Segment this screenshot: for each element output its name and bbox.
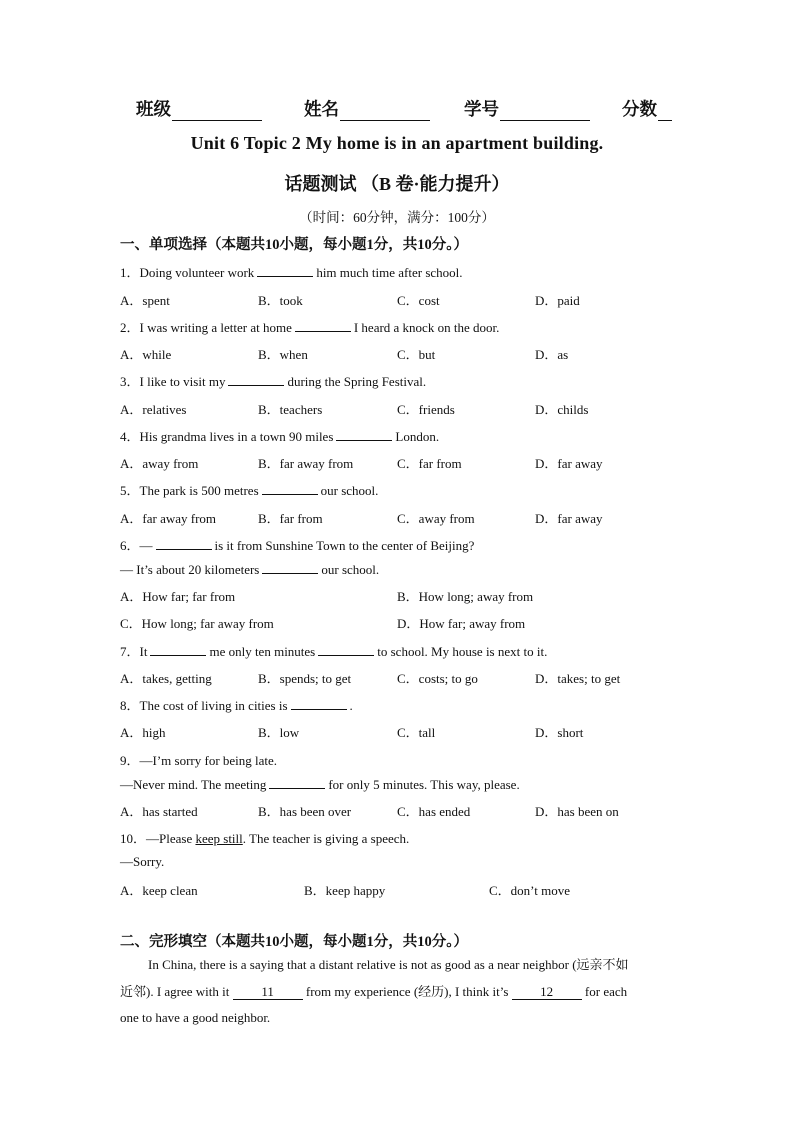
cloze-blank-12[interactable]: 12 — [512, 985, 582, 1000]
score-field[interactable]: 分数 — [622, 96, 672, 121]
option-b[interactable]: B．teachers — [258, 402, 323, 417]
question-4: 4．His grandma lives in a town 90 miles London. — [120, 429, 440, 444]
option-a[interactable]: A．high — [120, 725, 166, 740]
option-b[interactable]: B．How long; away from — [397, 589, 534, 604]
option-c[interactable]: C．has ended — [397, 804, 471, 819]
question-10-options — [120, 880, 680, 898]
answer-blank[interactable] — [269, 776, 325, 789]
option-b[interactable]: B．far away from — [258, 456, 354, 471]
option-d[interactable]: D．short — [535, 725, 584, 740]
question-2-options — [120, 344, 680, 362]
option-c[interactable]: C．far from — [397, 456, 462, 471]
option-c[interactable]: C．but — [397, 347, 436, 362]
option-b[interactable]: B．when — [258, 347, 308, 362]
option-a[interactable]: A．relatives — [120, 402, 187, 417]
option-c[interactable]: C．don’t move — [489, 883, 571, 898]
question-10: 10．—Please keep still. The teacher is giving a speech. — [120, 831, 410, 846]
question-8-options — [120, 722, 680, 740]
option-a[interactable]: A．keep clean — [120, 883, 198, 898]
name-field[interactable]: 姓名 — [304, 96, 430, 121]
option-a[interactable]: A．has started — [120, 804, 198, 819]
option-b[interactable]: B．low — [258, 725, 300, 740]
question-9-options — [120, 801, 680, 819]
passage-line-2: 近邻). I agree with it 11 from my experience (经历), I think it’s 12 for each — [120, 983, 628, 999]
question-6-reply: — It’s about 20 kilometers our school. — [120, 562, 380, 577]
passage-line-3: one to have a good neighbor. — [120, 1010, 271, 1025]
question-5-options — [120, 508, 680, 526]
student-id-blank[interactable] — [500, 101, 590, 121]
question-9-reply: —Never mind. The meeting for only 5 minutes. This way, please. — [120, 777, 520, 792]
option-b[interactable]: B．spends; to get — [258, 671, 352, 686]
cloze-blank-11[interactable]: 11 — [233, 985, 303, 1000]
option-a[interactable]: A．takes, getting — [120, 671, 212, 686]
option-b[interactable]: B．keep happy — [304, 883, 386, 898]
option-d[interactable]: D．childs — [535, 402, 589, 417]
option-b[interactable]: B．has been over — [258, 804, 352, 819]
option-d[interactable]: D．far away — [535, 511, 603, 526]
option-c[interactable]: C．away from — [397, 511, 475, 526]
option-d[interactable]: D．has been on — [535, 804, 619, 819]
question-1-options — [120, 290, 680, 308]
option-a[interactable]: A．spent — [120, 293, 170, 308]
question-1: 1．Doing volunteer work him much time after school. — [120, 265, 463, 280]
answer-blank[interactable] — [336, 428, 392, 441]
option-a[interactable]: A．while — [120, 347, 172, 362]
option-d[interactable]: D．How far; away from — [397, 616, 526, 631]
section1-heading: 一、单项选择（本题共10小题，每小题1分，共10分。） — [120, 237, 468, 253]
option-d[interactable]: D．takes; to get — [535, 671, 621, 686]
student-info-header — [0, 96, 794, 122]
question-7-options — [120, 668, 680, 686]
question-10-reply: —Sorry. — [120, 854, 165, 869]
question-5: 5．The park is 500 metres our school. — [120, 483, 379, 498]
answer-blank[interactable] — [262, 561, 318, 574]
answer-blank[interactable] — [291, 697, 347, 710]
question-6-options-row1 — [120, 586, 680, 604]
question-7: 7．It me only ten minutes to school. My house is next to it. — [120, 644, 548, 659]
answer-blank[interactable] — [156, 537, 212, 550]
class-field[interactable]: 班级 — [136, 96, 262, 121]
question-6-options-row2 — [120, 613, 680, 631]
answer-blank[interactable] — [257, 264, 313, 277]
option-d[interactable]: D．far away — [535, 456, 603, 471]
option-a[interactable]: A．How far; far from — [120, 589, 236, 604]
answer-blank[interactable] — [318, 643, 374, 656]
cloze-passage — [120, 952, 680, 1032]
answer-blank[interactable] — [150, 643, 206, 656]
question-3-options — [120, 399, 680, 417]
answer-blank[interactable] — [228, 373, 284, 386]
question-4-options — [120, 453, 680, 471]
class-blank[interactable] — [172, 101, 262, 121]
question-6: 6．— is it from Sunshine Town to the center of Beijing? — [120, 538, 475, 553]
section2-heading: 二、完形填空（本题共10小题，每小题1分，共10分。） — [120, 934, 468, 950]
option-a[interactable]: A．away from — [120, 456, 199, 471]
test-subtitle: 话题测试 （B 卷·能力提升） — [284, 174, 510, 194]
option-d[interactable]: D．paid — [535, 293, 580, 308]
option-c[interactable]: C．tall — [397, 725, 436, 740]
question-3: 3．I like to visit my during the Spring Festival. — [120, 374, 427, 389]
option-b[interactable]: B．took — [258, 293, 303, 308]
question-8: 8．The cost of living in cities is . — [120, 698, 353, 713]
student-id-field[interactable]: 学号 — [464, 96, 590, 121]
underlined-phrase: keep still — [195, 831, 243, 846]
unit-title: Unit 6 Topic 2 My home is in an apartment building. — [190, 133, 604, 153]
time-score-info: （时间：60分钟，满分：100分） — [299, 210, 495, 225]
option-b[interactable]: B．far from — [258, 511, 323, 526]
passage-line-1: In China, there is a saying that a distant relative is not as good as a near neighbor (远亲不如 — [148, 957, 629, 972]
option-c[interactable]: C．cost — [397, 293, 440, 308]
option-a[interactable]: A．far away from — [120, 511, 217, 526]
name-blank[interactable] — [340, 101, 430, 121]
option-d[interactable]: D．as — [535, 347, 569, 362]
question-9: 9．—I’m sorry for being late. — [120, 753, 278, 768]
option-c[interactable]: C．How long; far away from — [120, 616, 274, 631]
score-blank[interactable] — [658, 101, 672, 121]
answer-blank[interactable] — [262, 482, 318, 495]
option-c[interactable]: C．costs; to go — [397, 671, 478, 686]
question-2: 2．I was writing a letter at home I heard a knock on the door. — [120, 320, 500, 335]
option-c[interactable]: C．friends — [397, 402, 455, 417]
answer-blank[interactable] — [295, 319, 351, 332]
